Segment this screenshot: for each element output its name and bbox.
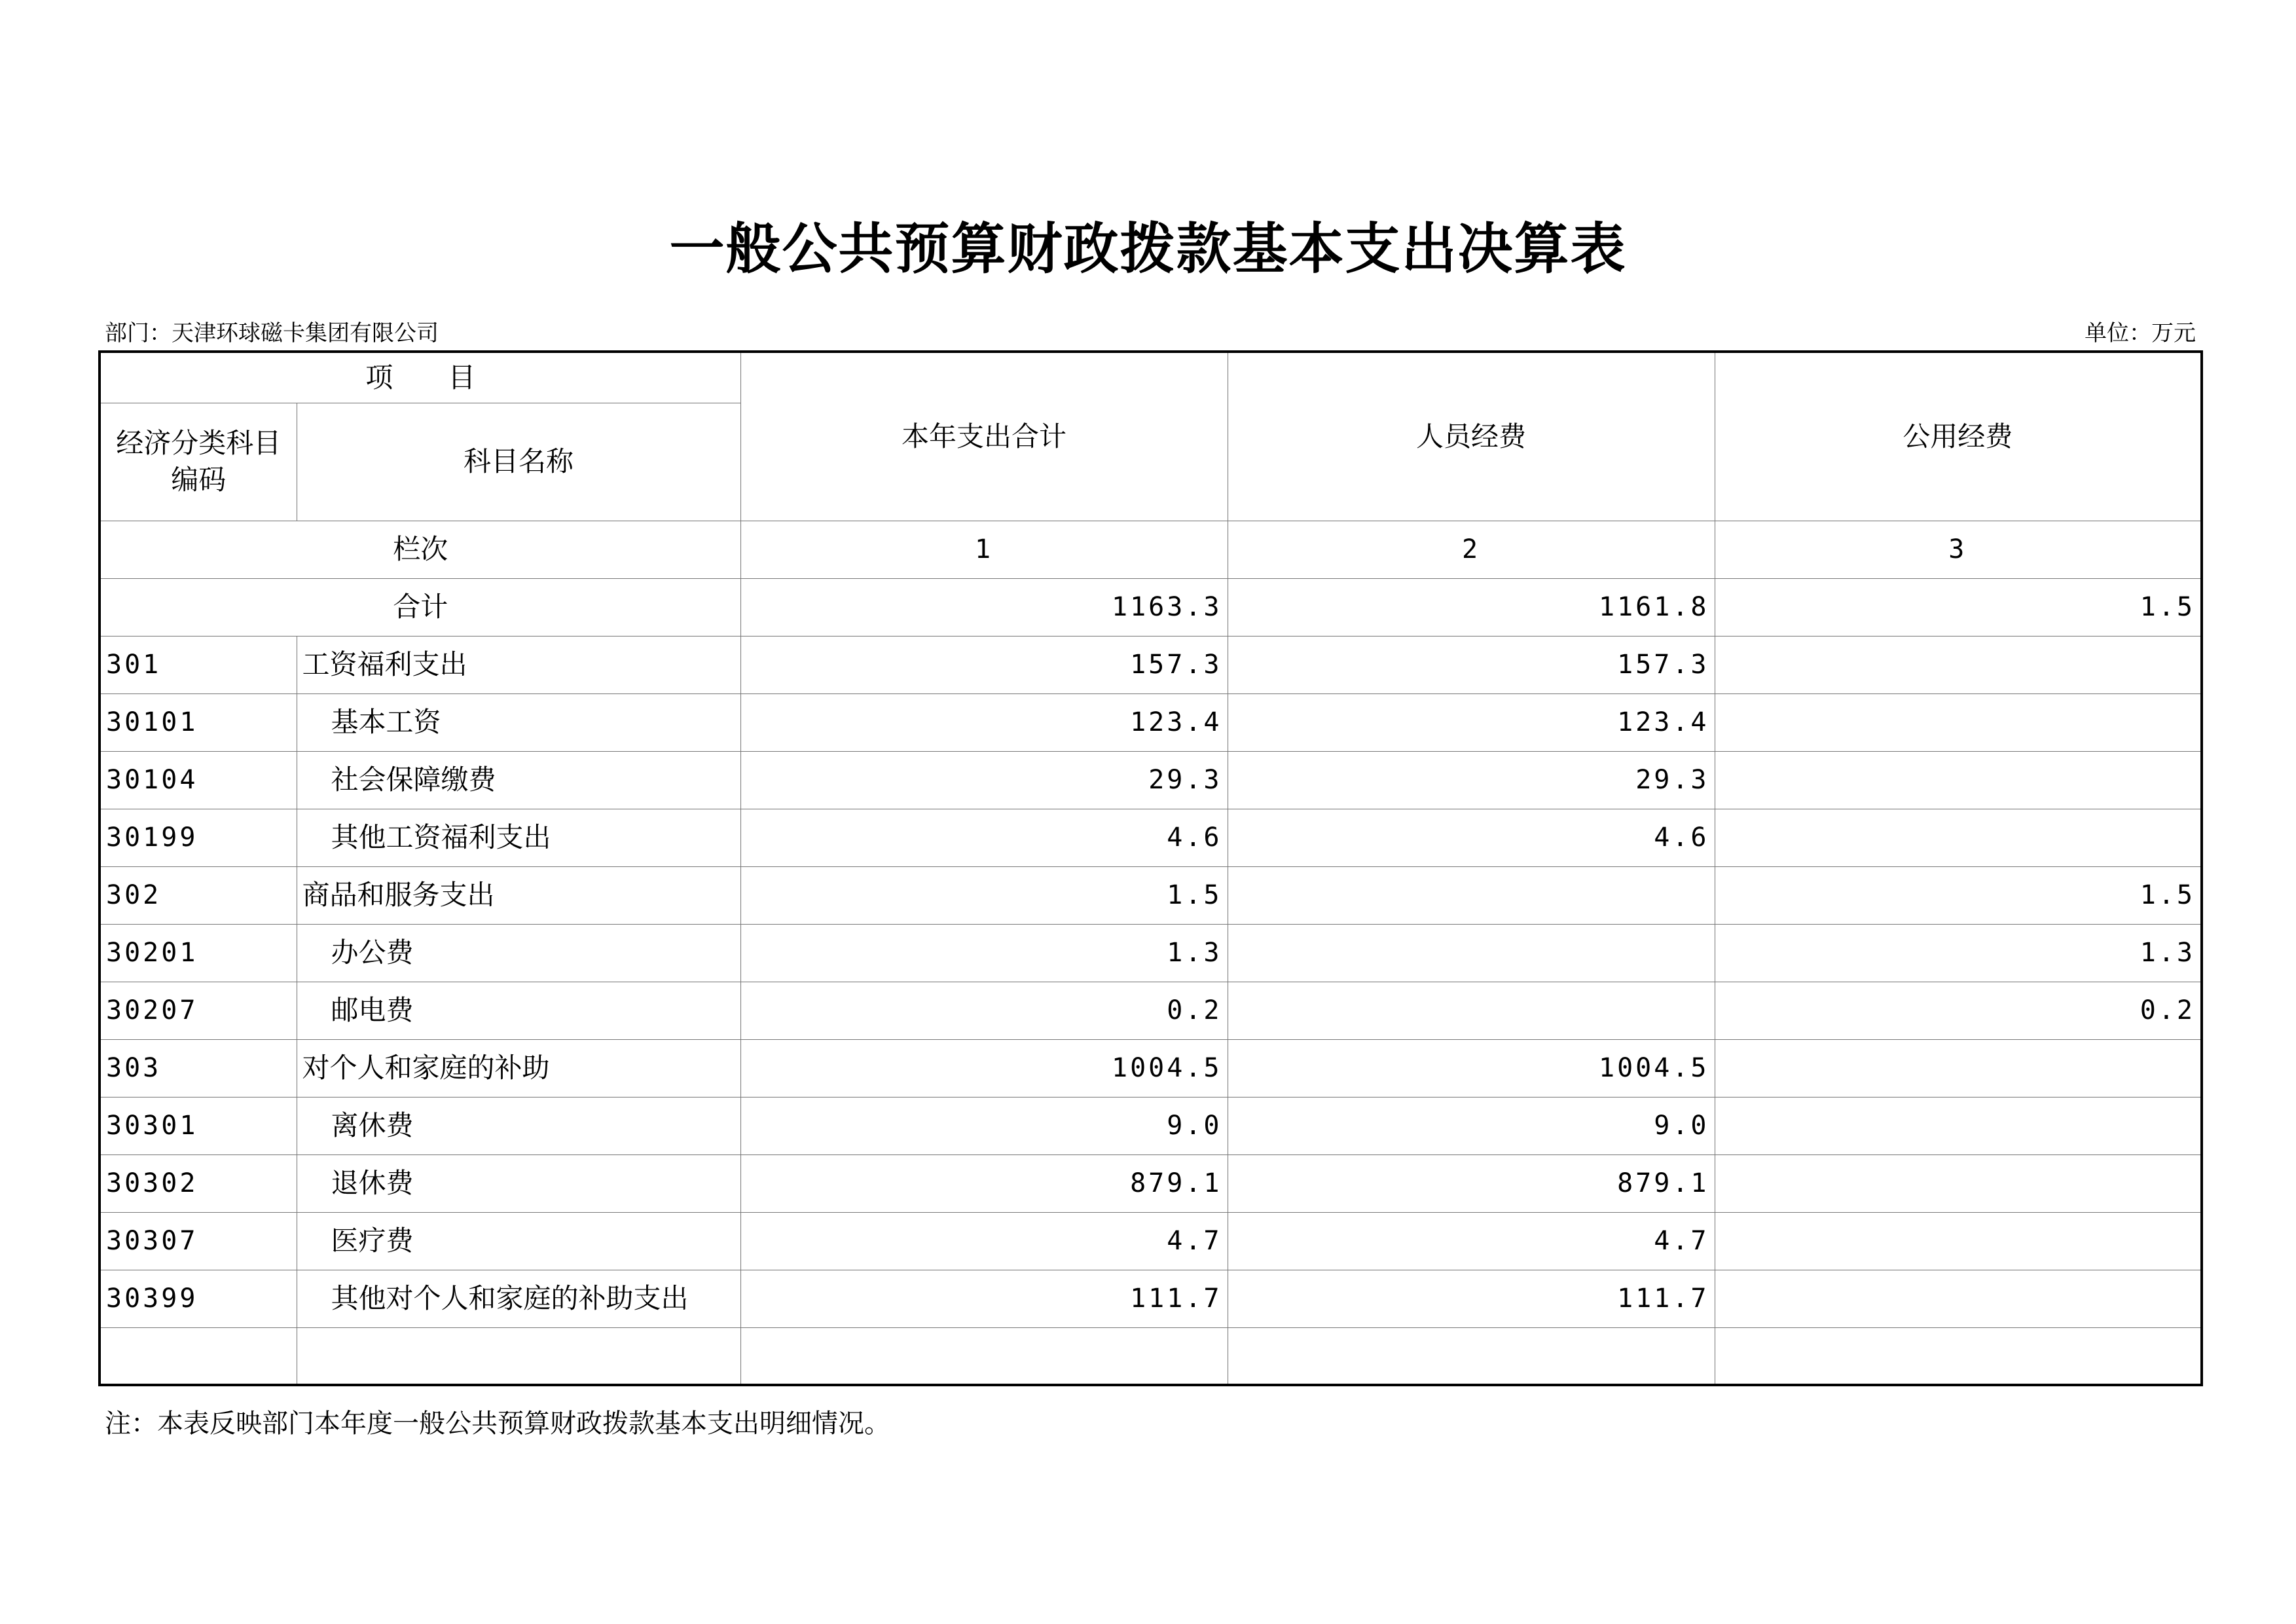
table-row bbox=[100, 866, 2202, 924]
row-code: 30199 bbox=[100, 809, 297, 866]
row-code: 30207 bbox=[100, 982, 297, 1039]
row-value-1: 157.3 bbox=[740, 636, 1228, 693]
table-row bbox=[100, 1039, 2202, 1097]
row-name: 其他对个人和家庭的补助支出 bbox=[297, 1270, 740, 1327]
row-value-1: 4.7 bbox=[740, 1212, 1228, 1270]
lanci-label: 栏次 bbox=[100, 521, 740, 578]
department-label: 部门：天津环球磁卡集团有限公司 bbox=[105, 320, 439, 346]
row-value-3: 0.2 bbox=[1715, 982, 2202, 1039]
row-name: 离休费 bbox=[297, 1097, 740, 1154]
row-value-1: 123.4 bbox=[740, 693, 1228, 751]
row-code: 30301 bbox=[100, 1097, 297, 1154]
row-name: 基本工资 bbox=[297, 693, 740, 751]
row-value-2: 9.0 bbox=[1228, 1097, 1715, 1154]
row-value-1: 1.5 bbox=[740, 866, 1228, 924]
footnote: 注：本表反映部门本年度一般公共预算财政拨款基本支出明细情况。 bbox=[105, 1409, 890, 1439]
empty-cell bbox=[740, 1327, 1228, 1385]
header-item: 项 目 bbox=[100, 352, 740, 403]
column-index-row bbox=[100, 521, 2202, 578]
row-value-2: 157.3 bbox=[1228, 636, 1715, 693]
row-code: 301 bbox=[100, 636, 297, 693]
row-value-3 bbox=[1715, 751, 2202, 809]
total-row bbox=[100, 578, 2202, 636]
page-title: 一般公共预算财政拨款基本支出决算表 bbox=[669, 216, 1627, 281]
row-name: 其他工资福利支出 bbox=[297, 809, 740, 866]
row-name: 邮电费 bbox=[297, 982, 740, 1039]
row-value-3 bbox=[1715, 636, 2202, 693]
row-value-3 bbox=[1715, 1154, 2202, 1212]
row-name: 医疗费 bbox=[297, 1212, 740, 1270]
total-value-2: 1161.8 bbox=[1228, 578, 1715, 636]
row-value-1: 4.6 bbox=[740, 809, 1228, 866]
row-value-2 bbox=[1228, 924, 1715, 982]
row-value-2 bbox=[1228, 866, 1715, 924]
empty-cell bbox=[297, 1327, 740, 1385]
row-value-2: 879.1 bbox=[1228, 1154, 1715, 1212]
table-row bbox=[100, 636, 2202, 693]
empty-row bbox=[100, 1327, 2202, 1385]
row-name: 工资福利支出 bbox=[297, 636, 740, 693]
row-code: 30399 bbox=[100, 1270, 297, 1327]
row-value-3 bbox=[1715, 693, 2202, 751]
table-row bbox=[100, 1212, 2202, 1270]
row-value-2: 111.7 bbox=[1228, 1270, 1715, 1327]
row-value-1: 111.7 bbox=[740, 1270, 1228, 1327]
table-row bbox=[100, 982, 2202, 1039]
row-value-3 bbox=[1715, 1039, 2202, 1097]
table-row bbox=[100, 1154, 2202, 1212]
table-row bbox=[100, 693, 2202, 751]
row-code: 30101 bbox=[100, 693, 297, 751]
row-value-3 bbox=[1715, 1097, 2202, 1154]
row-value-2 bbox=[1228, 982, 1715, 1039]
row-value-1: 1004.5 bbox=[740, 1039, 1228, 1097]
row-code: 303 bbox=[100, 1039, 297, 1097]
expenditure-table bbox=[98, 350, 2203, 1386]
row-value-2: 4.7 bbox=[1228, 1212, 1715, 1270]
row-value-2: 1004.5 bbox=[1228, 1039, 1715, 1097]
header-code: 经济分类科目编码 bbox=[100, 403, 297, 521]
row-name: 退休费 bbox=[297, 1154, 740, 1212]
unit-label: 单位：万元 bbox=[2085, 320, 2196, 346]
row-value-1: 9.0 bbox=[740, 1097, 1228, 1154]
row-code: 30104 bbox=[100, 751, 297, 809]
table-row bbox=[100, 1270, 2202, 1327]
row-value-1: 0.2 bbox=[740, 982, 1228, 1039]
table-row bbox=[100, 809, 2202, 866]
header-public-expense: 公用经费 bbox=[1715, 352, 2202, 521]
total-value-3: 1.5 bbox=[1715, 578, 2202, 636]
row-code: 30302 bbox=[100, 1154, 297, 1212]
row-name: 办公费 bbox=[297, 924, 740, 982]
header-row-1 bbox=[100, 352, 2202, 403]
column-number-1: 1 bbox=[740, 521, 1228, 578]
row-code: 302 bbox=[100, 866, 297, 924]
row-name: 商品和服务支出 bbox=[297, 866, 740, 924]
header-total-expenditure: 本年支出合计 bbox=[740, 352, 1228, 521]
empty-cell bbox=[1228, 1327, 1715, 1385]
total-value-1: 1163.3 bbox=[740, 578, 1228, 636]
total-label: 合计 bbox=[100, 578, 740, 636]
table-row bbox=[100, 924, 2202, 982]
row-code: 30307 bbox=[100, 1212, 297, 1270]
row-name: 社会保障缴费 bbox=[297, 751, 740, 809]
empty-cell bbox=[100, 1327, 297, 1385]
row-value-1: 879.1 bbox=[740, 1154, 1228, 1212]
row-value-3 bbox=[1715, 1212, 2202, 1270]
row-name: 对个人和家庭的补助 bbox=[297, 1039, 740, 1097]
table-row bbox=[100, 751, 2202, 809]
row-code: 30201 bbox=[100, 924, 297, 982]
row-value-2: 4.6 bbox=[1228, 809, 1715, 866]
row-value-2: 123.4 bbox=[1228, 693, 1715, 751]
row-value-1: 1.3 bbox=[740, 924, 1228, 982]
row-value-3: 1.3 bbox=[1715, 924, 2202, 982]
row-value-2: 29.3 bbox=[1228, 751, 1715, 809]
column-number-3: 3 bbox=[1715, 521, 2202, 578]
row-value-3 bbox=[1715, 809, 2202, 866]
empty-cell bbox=[1715, 1327, 2202, 1385]
column-number-2: 2 bbox=[1228, 521, 1715, 578]
row-value-3: 1.5 bbox=[1715, 866, 2202, 924]
header-name: 科目名称 bbox=[297, 403, 740, 521]
table-row bbox=[100, 1097, 2202, 1154]
header-personnel-expense: 人员经费 bbox=[1228, 352, 1715, 521]
row-value-1: 29.3 bbox=[740, 751, 1228, 809]
row-value-3 bbox=[1715, 1270, 2202, 1327]
